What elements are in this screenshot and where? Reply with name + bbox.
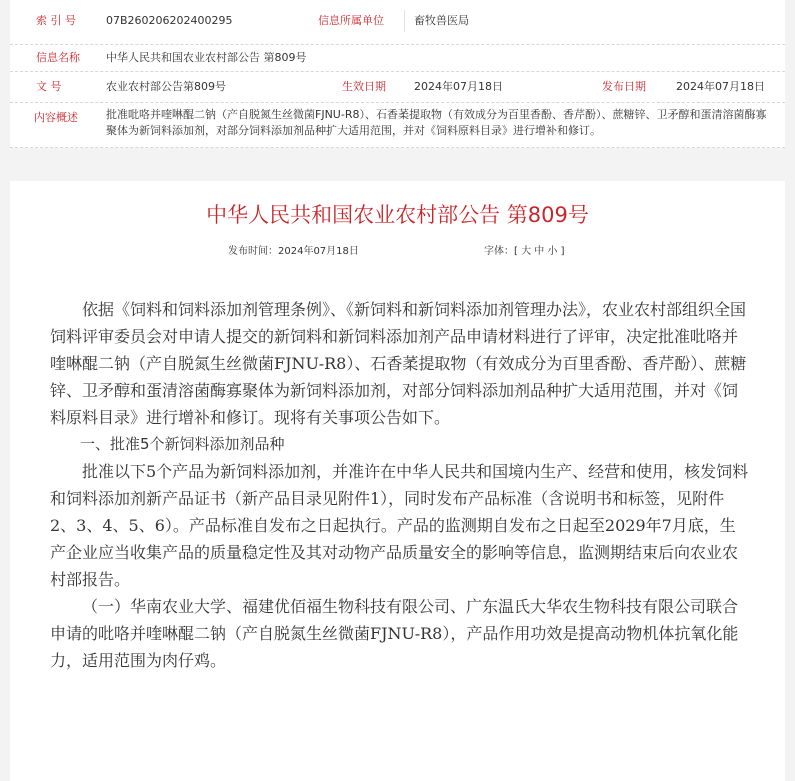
publish-time: 发布时间：2024年07月18日 [228,246,359,257]
article-title: 中华人民共和国农业农村部公告 第809号 [206,203,589,227]
paragraph: （一）华南农业大学、福建优佰福生物科技有限公司、广东温氏大华农生物科技有限公司联合申请的吡咯并喹啉醌二钠（产自脱氮生丝微菌FJNU-R8），产品作用功效是提高动物机体抗氧化能力，适用范围为肉仔鸡。 [50,597,739,670]
effective-label: 生效日期 [342,80,386,93]
column-divider [404,10,405,32]
paragraph: 依据《饲料和饲料添加剂管理条例》、《新饲料和新饲料添加剂管理办法》，农业农村部组织全国饲料评审委员会对申请人提交的新饲料和新饲料添加剂产品申请材料进行了评审，决定批准吡咯并喹啉醌二钠（产自脱氮生丝微菌FJNU-R8）、石香葇提取物（有效成分为百里香酚、香芹酚）、蔗糖锌、卫矛醇和蛋清溶菌酶寡聚体为新饲料添加剂，对部分饲料添加剂品种扩大适用范围，并对《饲料原料目录》进行增补和修订。现将有关事项公告如下。 [50,300,747,427]
effective-value: 2024年07月18日 [414,80,503,93]
unit-value: 畜牧兽医局 [414,14,469,27]
unit-label: 信息所属单位 [318,14,384,27]
paragraph: 批准以下5个产品为新饲料添加剂，并准许在中华人民共和国境内生产、经营和使用，核发饲料和饲料添加剂新产品证书（新产品目录见附件1），同时发布产品标准（含说明书和标签，见附件2、3、4、5、6）。产品标准自发布之日起执行。产品的监测期自发布之日起至2029年7月底，生产企业应当收集产品的质量稳定性及其对动物产品质量安全的影响等信息，监测期结束后向农业农村部报告。 [50,462,749,589]
article [10,181,785,781]
meta-row-doc [10,72,785,103]
meta-row-summary [10,103,785,148]
metadata-table [10,0,785,148]
name-value: 中华人民共和国农业农村部公告 第809号 [106,51,307,64]
publish-label: 发布日期 [602,80,646,93]
name-label: 信息名称 [36,51,80,64]
meta-row-index [10,0,785,45]
doc-value: 农业农村部公告第809号 [106,80,226,93]
index-value: 07B260206202400295 [106,14,233,27]
summary-value: 批准吡咯并喹啉醌二钠（产自脱氮生丝微菌FJNU-R8）、石香葇提取物（有效成分为百里香酚、香芹酚）、蔗糖锌、卫矛醇和蛋清溶菌酶寡聚体为新饲料添加剂，对部分饲料添加剂品种扩大适用范围，并对《饲料原料目录》进行增补和修订。 [106,108,767,137]
section-heading: 一、批准5个新饲料添加剂品种 [80,435,285,453]
meta-row-name [10,45,785,72]
font-size-control[interactable]: 字体：[ 大 中 小 ] [484,246,565,257]
doc-label: 文 号 [36,80,62,93]
summary-label: 内容概述 [34,111,78,124]
article-body [50,296,750,674]
index-label: 索 引 号 [36,14,76,27]
publish-value: 2024年07月18日 [676,80,765,93]
